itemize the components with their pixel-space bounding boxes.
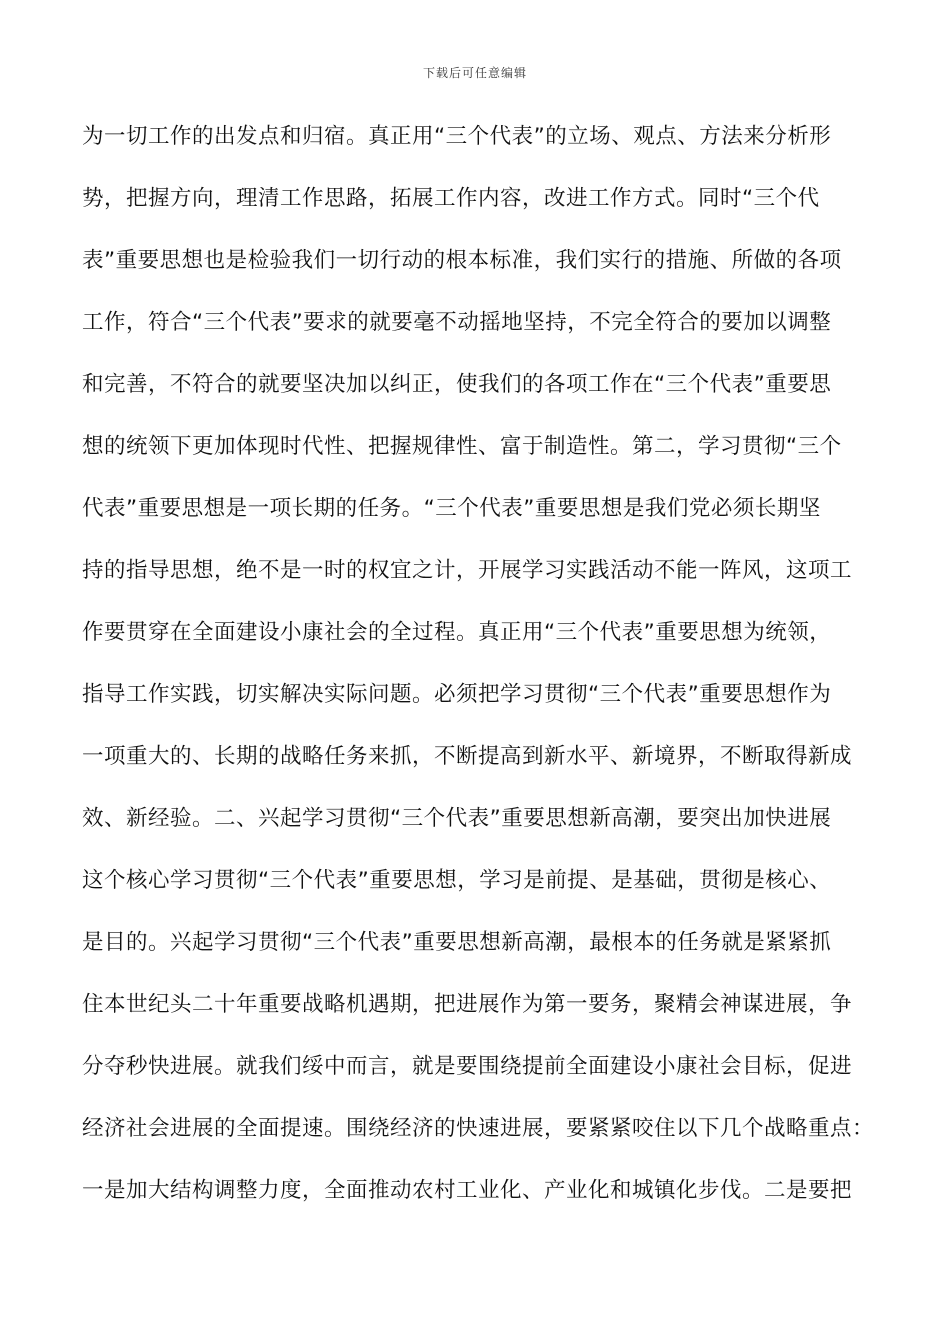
text-line: 势，把握方向，理清工作思路，拓展工作内容，改进工作方式。同时“三个代 xyxy=(82,186,820,211)
text-line: 一是加大结构调整力度，全面推动农村工业化、产业化和城镇化步伐。二是要把 xyxy=(82,1178,853,1203)
document-body xyxy=(82,114,882,1230)
text-line: 工作，符合“三个代表”要求的就要毫不动摇地坚持，不完全符合的要加以调整 xyxy=(82,310,832,335)
text-line: 代表”重要思想是一项长期的任务。“三个代表”重要思想是我们党必须长期坚 xyxy=(82,496,821,521)
text-line: 住本世纪头二十年重要战略机遇期，把进展作为第一要务，聚精会神谋进展，争 xyxy=(82,992,853,1017)
text-line: 这个核心学习贯彻“三个代表”重要思想，学习是前提、是基础，贯彻是核心、 xyxy=(82,868,832,893)
text-line: 表”重要思想也是检验我们一切行动的根本标准，我们实行的措施、所做的各项 xyxy=(82,248,842,273)
text-line: 是目的。兴起学习贯彻“三个代表”重要思想新高潮，最根本的任务就是紧紧抓 xyxy=(82,930,832,955)
text-line: 和完善，不符合的就要坚决加以纠正，使我们的各项工作在“三个代表”重要思 xyxy=(82,372,832,397)
text-line: 一项重大的、长期的战略任务来抓，不断提高到新水平、新境界，不断取得新成 xyxy=(82,744,853,769)
text-line: 经济社会进展的全面提速。围绕经济的快速进展，要紧紧咬住以下几个战略重点： xyxy=(82,1116,875,1141)
text-line: 持的指导思想，绝不是一时的权宜之计，开展学习实践活动不能一阵风，这项工 xyxy=(82,558,853,583)
page-header: 下载后可任意编辑 xyxy=(422,66,527,80)
text-line: 想的统领下更加体现时代性、把握规律性、富于制造性。第二，学习贯彻“三个 xyxy=(82,434,842,459)
text-line: 为一切工作的出发点和归宿。真正用“三个代表”的立场、观点、方法来分析形 xyxy=(82,124,832,149)
text-line: 分夺秒快进展。就我们绥中而言，就是要围绕提前全面建设小康社会目标，促进 xyxy=(82,1054,853,1079)
text-line: 作要贯穿在全面建设小康社会的全过程。真正用“三个代表”重要思想为统领， xyxy=(82,620,832,645)
text-line: 指导工作实践，切实解决实际问题。必须把学习贯彻“三个代表”重要思想作为 xyxy=(82,682,832,707)
text-line: 效、新经验。二、兴起学习贯彻“三个代表”重要思想新高潮，要突出加快进展 xyxy=(82,806,832,831)
